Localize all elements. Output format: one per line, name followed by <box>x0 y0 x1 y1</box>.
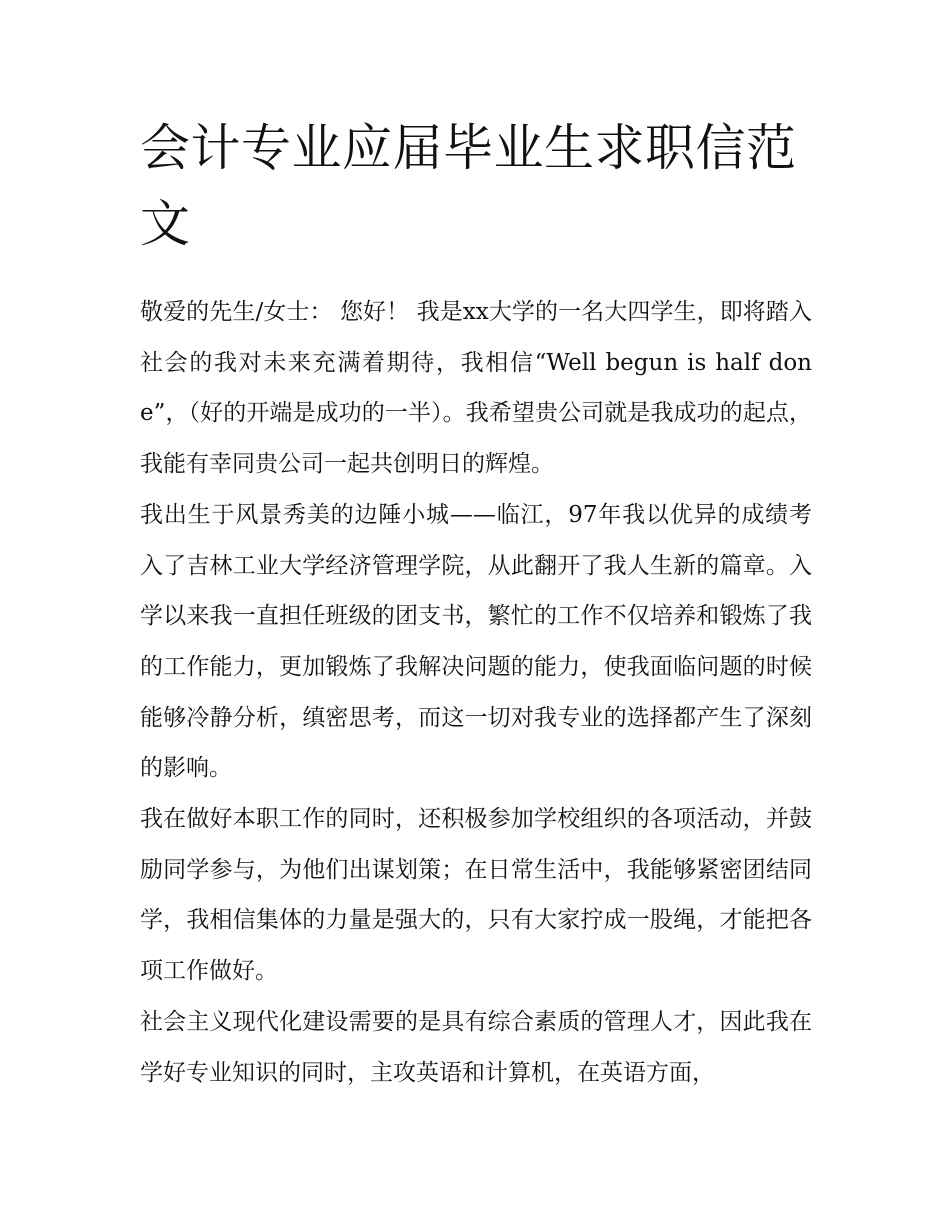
paragraph-skills: 社会主义现代化建设需要的是具有综合素质的管理人才，因此我在学好专业知识的同时，主攻英语和计算机，在英语方面， <box>140 1008 812 1086</box>
document-body <box>140 287 812 1098</box>
document-title: 会计专业应届毕业生求职信范文 <box>140 119 797 253</box>
document-content <box>140 110 812 1098</box>
paragraph-greeting: 敬爱的先生/女士： 您好！ 我是xx大学的一名大四学生，即将踏入社会的我对未来充满着期待，我相信“Well begun is half done”，（好的开端是成功的一半）。我希望贵公司就是我成功的起点，我能有幸同贵公司一起共创明日的辉煌。 <box>140 299 812 478</box>
paragraph-background: 我出生于风景秀美的边陲小城——临江，97年我以优异的成绩考入了吉林工业大学经济管理学院，从此翻开了我人生新的篇章。入学以来我一直担任班级的团支书，繁忙的工作不仅培养和锻炼了我的工作能力，更加锻炼了我解决问题的能力，使我面临问题的时候能够冷静分析，缜密思考，而这一切对我专业的选择都产生了深刻的影响。 <box>140 501 812 782</box>
paragraph-activities: 我在做好本职工作的同时，还积极参加学校组织的各项活动，并鼓励同学参与，为他们出谋划策；在日常生活中，我能够紧密团结同学，我相信集体的力量是强大的，只有大家拧成一股绳，才能把各项工作做好。 <box>140 806 812 985</box>
